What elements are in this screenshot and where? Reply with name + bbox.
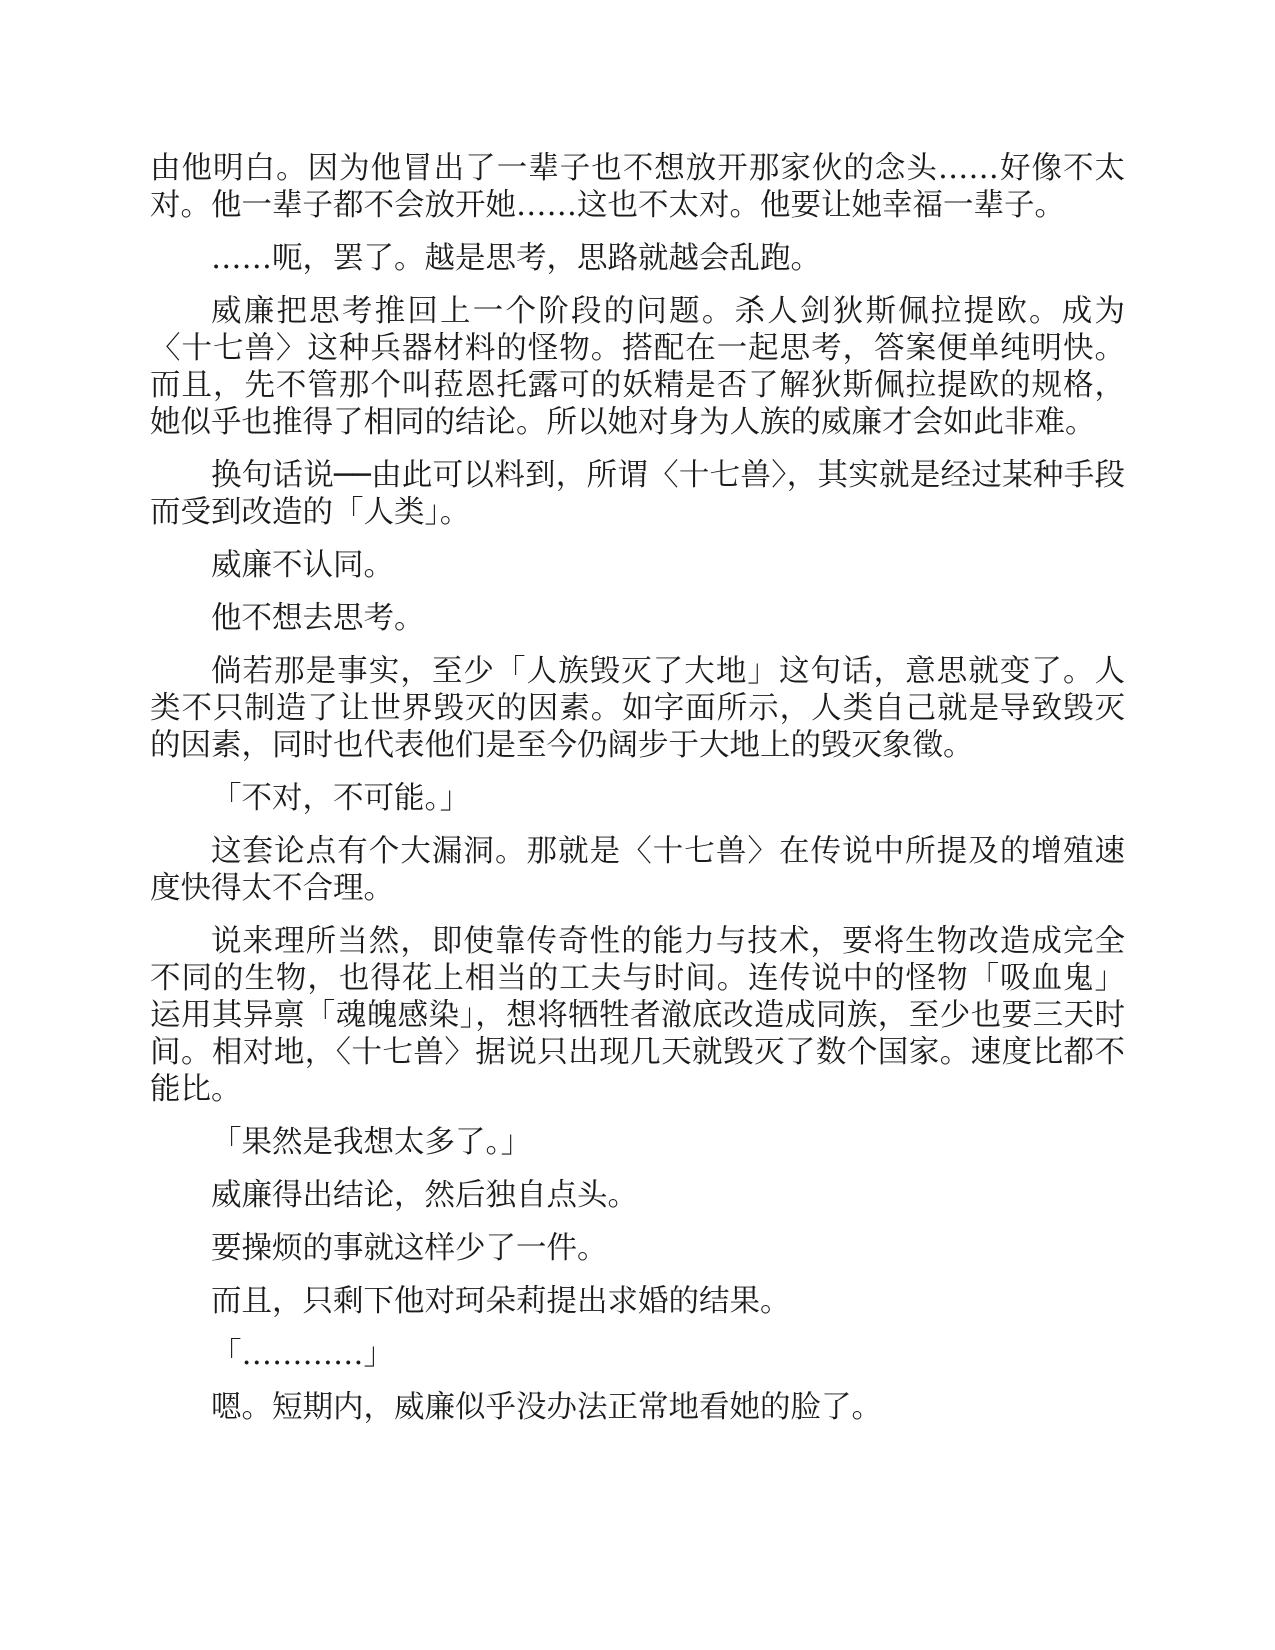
- paragraph-12: 威廉得出结论，然后独自点头。: [211, 1178, 638, 1213]
- paragraph-11: 「果然是我想太多了。」: [211, 1125, 532, 1160]
- paragraph-8: 「不对，不可能。」: [211, 781, 471, 816]
- paragraph-2: ……呃，罢了。越是思考，思路就越会乱跑。: [211, 241, 821, 276]
- paragraph-16: 嗯。短期内，威廉似乎没办法正常地看她的脸了。: [211, 1390, 882, 1425]
- document-page: [150, 150, 1125, 1442]
- paragraph-1: 由他明白。因为他冒出了一辈子也不想放开那家伙的念头……好像不太对。他一辈子都不会放开她……这也不太对。他要让她幸福一辈子。: [150, 151, 1125, 223]
- paragraph-5: 威廉不认同。: [211, 548, 394, 583]
- paragraph-4: 换句话说──由此可以料到，所谓〈十七兽〉，其实就是经过某种手段而受到改造的「人类」。: [150, 458, 1125, 530]
- paragraph-3: 威廉把思考推回上一个阶段的问题。杀人剑狄斯佩拉提欧。成为〈十七兽〉这种兵器材料的怪物。搭配在一起思考，答案便单纯明快。而且，先不管那个叫菈恩托露可的妖精是否了解狄斯佩拉提欧的规格，她似乎也推得了相同的结论。所以她对身为人族的威廉才会如此非难。: [150, 294, 1125, 440]
- paragraph-9: 这套论点有个大漏洞。那就是〈十七兽〉在传说中所提及的增殖速度快得太不合理。: [150, 834, 1125, 906]
- paragraph-15: 「…………」: [211, 1337, 394, 1372]
- paragraph-13: 要操烦的事就这样少了一件。: [211, 1231, 608, 1266]
- paragraph-14: 而且，只剩下他对珂朵莉提出求婚的结果。: [211, 1284, 791, 1319]
- paragraph-10: 说来理所当然，即使靠传奇性的能力与技术，要将生物改造成完全不同的生物，也得花上相当的工夫与时间。连传说中的怪物「吸血鬼」运用其异禀「魂魄感染」，想将牺牲者澈底改造成同族，至少也要三天时间。相对地，〈十七兽〉据说只出现几天就毁灭了数个国家。速度比都不能比。: [150, 924, 1125, 1107]
- paragraph-6: 他不想去思考。: [211, 601, 425, 636]
- paragraph-7: 倘若那是事实，至少「人族毁灭了大地」这句话，意思就变了。人类不只制造了让世界毁灭的因素。如字面所示，人类自己就是导致毁灭的因素，同时也代表他们是至今仍阔步于大地上的毁灭象徵。: [150, 654, 1125, 763]
